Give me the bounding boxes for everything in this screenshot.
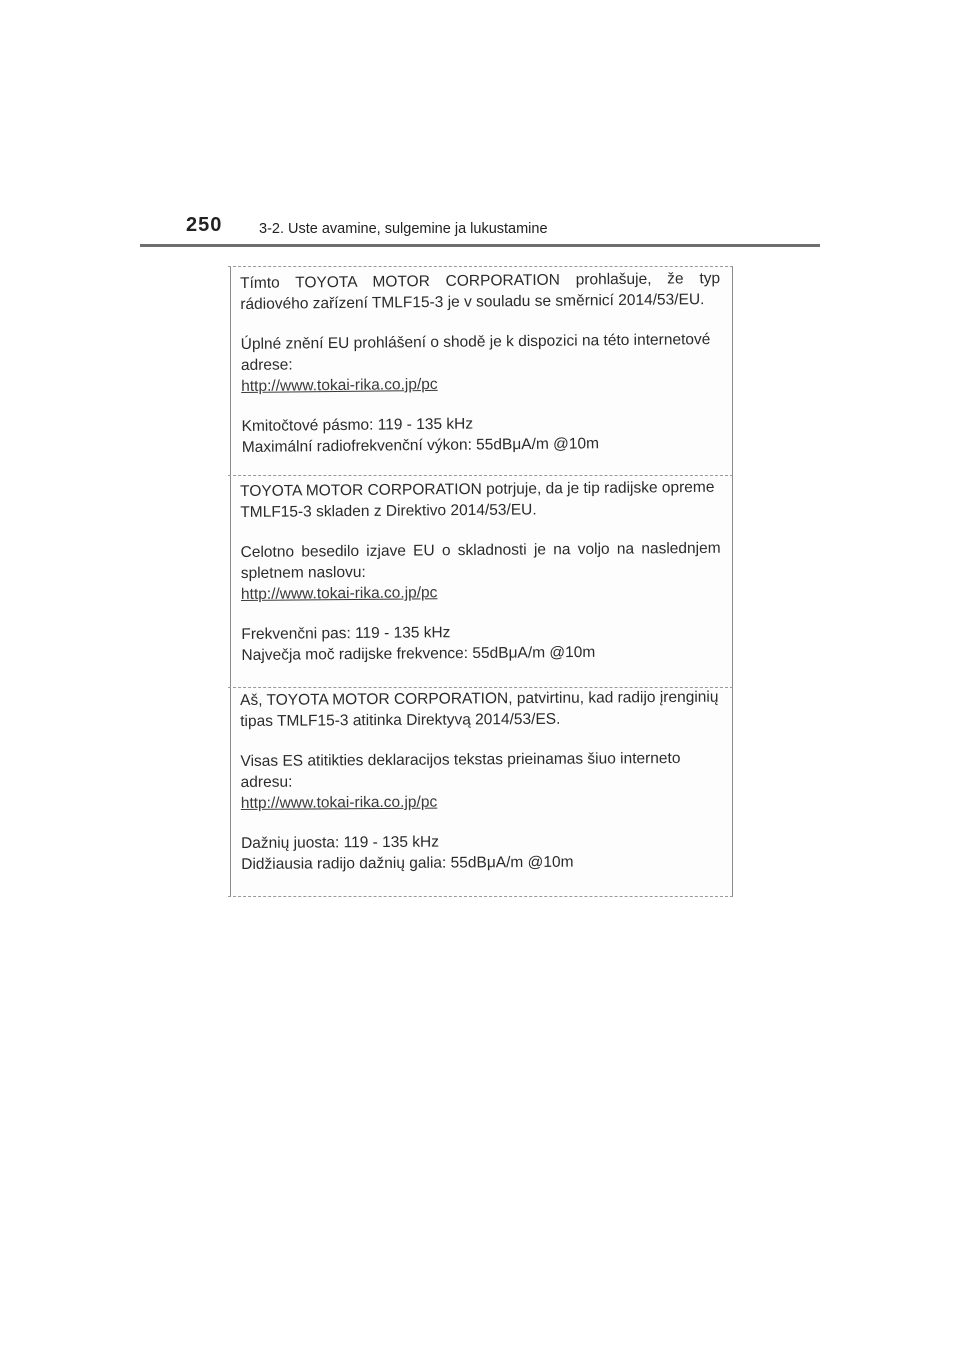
box-top-border <box>228 266 733 267</box>
section-title: 3-2. Uste avamine, sulgemine ja lukustamine <box>259 221 548 237</box>
declaration-url-link[interactable]: http://www.tokai-rika.co.jp/pc <box>240 793 438 812</box>
frequency-band: Kmitočtové pásmo: 119 - 135 kHz <box>241 415 474 435</box>
declaration-slovenian <box>240 477 722 666</box>
header-rule <box>140 244 820 247</box>
declaration-line-1: Tímto TOYOTA MOTOR CORPORATION prohlašuje, že typ <box>240 269 721 292</box>
fulltext-line-2: adrese: <box>240 356 293 374</box>
fulltext-line-1: Visas ES atitikties deklaracijos tekstas prieinamas šiuo interneto <box>240 749 681 770</box>
declaration-url-link[interactable]: http://www.tokai-rika.co.jp/pc <box>240 584 438 603</box>
fulltext-line-2: adresu: <box>240 773 293 791</box>
declaration-czech <box>240 268 722 458</box>
fulltext-line-2: spletnem naslovu: <box>240 563 366 582</box>
declaration-lithuanian <box>240 687 721 875</box>
box-bottom-border <box>228 896 733 897</box>
page-number: 250 <box>186 214 223 236</box>
section-divider-1 <box>228 475 733 476</box>
declaration-url-link[interactable]: http://www.tokai-rika.co.jp/pc <box>241 375 438 395</box>
max-power: Maximální radiofrekvenční výkon: 55dBμA/m @10m <box>241 435 600 456</box>
declaration-line-2: TMLF15-3 skladen z Direktivo 2014/53/EU. <box>240 501 537 521</box>
max-power: Didžiausia radijo dažnių galia: 55dBμA/m @10m <box>241 853 574 873</box>
max-power: Največja moč radijske frekvence: 55dBμA/m @10m <box>241 643 596 664</box>
declaration-line-2: tipas TMLF15-3 atitinka Direktyvą 2014/53/ES. <box>240 710 561 730</box>
declaration-line-1: TOYOTA MOTOR CORPORATION potrjuje, da je tip radijske opreme <box>240 478 715 500</box>
declaration-line-2: rádiového zařízení TMLF15-3 je v souladu se směrnicí 2014/53/EU. <box>240 291 705 313</box>
fulltext-line-1: Celotno besedilo izjave EU o skladnosti je na voljo na naslednjem <box>240 539 721 561</box>
frequency-band: Dažnių juosta: 119 - 135 kHz <box>241 833 440 852</box>
declaration-line-1: Aš, TOYOTA MOTOR CORPORATION, patvirtinu, kad radijo įrenginių <box>240 688 719 709</box>
frequency-band: Frekvenčni pas: 119 - 135 kHz <box>241 624 451 643</box>
fulltext-line-1: Úplné znění EU prohlášení o shodě je k dispozici na této internetové <box>240 331 711 353</box>
page-header <box>186 214 820 248</box>
